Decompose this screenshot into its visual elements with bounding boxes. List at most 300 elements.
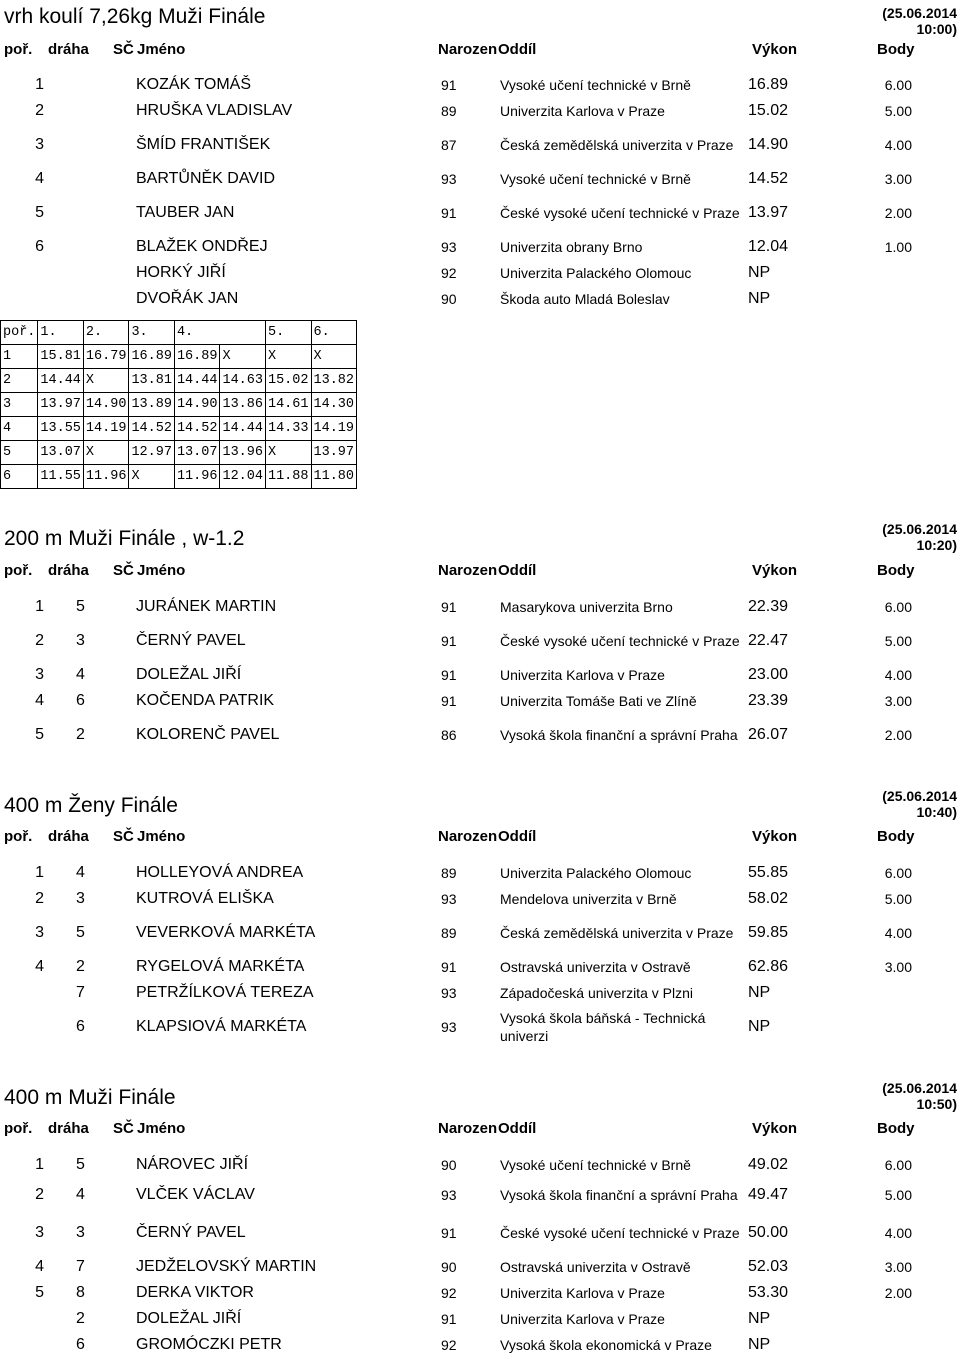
rank: 2 (35, 890, 44, 907)
column-header-vykon: Výkon (752, 1120, 798, 1137)
performance: 14.52 (748, 170, 789, 187)
event-title: 400 m Muži Finále (4, 1086, 176, 1109)
lane: 4 (76, 1186, 85, 1203)
attempts-rank-cell: 4 (1, 417, 38, 441)
attempt-cell: 13.07 (174, 441, 220, 465)
performance: 49.47 (748, 1186, 789, 1203)
column-header-row (0, 828, 960, 846)
attempts-header-cell: 3. (129, 321, 175, 345)
performance: 52.03 (748, 1258, 789, 1275)
result-row (0, 620, 960, 662)
attempts-rank-cell: 2 (1, 369, 38, 393)
column-header-row (0, 1120, 960, 1138)
club-name: Vysoká škola ekonomická v Praze (500, 1337, 712, 1353)
birth-year: 93 (441, 985, 457, 1001)
performance: 15.02 (748, 102, 789, 119)
rank: 5 (35, 1284, 44, 1301)
performance: 23.00 (748, 666, 789, 683)
lane (76, 260, 90, 286)
lane: 7 (76, 984, 85, 1001)
athlete-name: NÁROVEC JIŘÍ (136, 1156, 249, 1173)
points: 3.00 (884, 1259, 912, 1275)
points: 4.00 (884, 925, 912, 941)
birth-year: 91 (441, 205, 457, 221)
performance: 12.04 (748, 238, 789, 255)
club-name: Vysoká škola finanční a správní Praha (500, 1187, 738, 1203)
birth-year: 87 (441, 137, 457, 153)
rank: 3 (35, 136, 44, 153)
athlete-name: ČERNÝ PAVEL (136, 1224, 246, 1241)
column-header-por: poř. (4, 1120, 33, 1137)
rank: 3 (35, 1224, 44, 1241)
event-title: 400 m Ženy Finále (4, 794, 178, 817)
column-header-oddil: Oddíl (498, 562, 537, 579)
lane (76, 234, 90, 260)
event-datetime (837, 1080, 957, 1112)
result-row (0, 286, 960, 312)
attempt-cell: 14.52 (129, 417, 175, 441)
attempt-cell: X (83, 441, 129, 465)
attempts-rank-cell: 1 (1, 345, 38, 369)
column-header-draha: dráha (48, 562, 89, 579)
rank: 1 (35, 864, 44, 881)
athlete-name: KOČENDA PATRIK (136, 692, 275, 709)
result-row (0, 594, 960, 620)
lane: 5 (76, 1156, 85, 1173)
performance: 50.00 (748, 1224, 789, 1241)
rank: 5 (35, 726, 44, 743)
attempt-cell: 14.19 (83, 417, 129, 441)
points: 4.00 (884, 137, 912, 153)
column-header-narozen: Narozen (438, 41, 498, 58)
column-header-sc: SČ (113, 562, 134, 579)
column-header-body: Body (877, 828, 915, 845)
lane: 5 (76, 924, 85, 941)
column-header-por: poř. (4, 562, 33, 579)
performance: 14.90 (748, 136, 789, 153)
athlete-name: BLAŽEK ONDŘEJ (136, 238, 268, 255)
lane: 5 (76, 598, 85, 615)
birth-year: 91 (441, 693, 457, 709)
attempts-row (1, 417, 357, 441)
attempt-cell: 13.97 (311, 441, 357, 465)
rank: 1 (35, 598, 44, 615)
rank: 4 (35, 170, 44, 187)
attempt-cell: 13.86 (220, 393, 266, 417)
attempt-cell: X (129, 465, 175, 489)
result-row (0, 1254, 960, 1280)
athlete-name: TAUBER JAN (136, 204, 235, 221)
column-header-por: poř. (4, 828, 33, 845)
performance: 22.39 (748, 598, 789, 615)
attempt-cell: 14.44 (38, 369, 84, 393)
performance: 22.47 (748, 632, 789, 649)
column-header-body: Body (877, 41, 915, 58)
attempt-cell: 14.61 (265, 393, 311, 417)
club-name: Univerzita Karlova v Praze (500, 1311, 665, 1327)
performance: NP (748, 1018, 771, 1035)
result-row (0, 192, 960, 234)
attempt-cell: 16.79 (83, 345, 129, 369)
column-header-jmeno: Jméno (137, 41, 186, 58)
athlete-name: ŠMÍD FRANTIŠEK (136, 136, 271, 153)
result-row (0, 1152, 960, 1178)
athlete-name: GROMÓCZKI PETR (136, 1336, 282, 1353)
result-row (0, 98, 960, 124)
club-name: Česká zemědělská univerzita v Praze (500, 137, 734, 153)
club-name: České vysoké učení technické v Praze (500, 633, 740, 649)
attempt-cell: 11.80 (311, 465, 357, 489)
club-name: Ostravská univerzita v Ostravě (500, 959, 691, 975)
performance: 13.97 (748, 204, 789, 221)
result-row (0, 860, 960, 886)
performance: NP (748, 290, 771, 307)
points: 3.00 (884, 693, 912, 709)
column-header-draha: dráha (48, 1120, 89, 1137)
lane: 6 (76, 692, 85, 709)
lane: 3 (76, 890, 85, 907)
column-header-oddil: Oddíl (498, 828, 537, 845)
lane: 3 (76, 1224, 85, 1241)
rank: 3 (35, 924, 44, 941)
event-title: vrh koulí 7,26kg Muži Finále (4, 5, 266, 28)
performance: 16.89 (748, 76, 789, 93)
result-row (0, 1306, 960, 1332)
result-row (0, 124, 960, 166)
points: 2.00 (884, 727, 912, 743)
event-date: (25.06.2014 (882, 788, 957, 804)
result-row (0, 1280, 960, 1306)
athlete-name: VLČEK VÁCLAV (136, 1186, 255, 1203)
attempt-cell: 14.44 (220, 417, 266, 441)
performance: 55.85 (748, 864, 789, 881)
performance: 58.02 (748, 890, 789, 907)
attempts-row (1, 345, 357, 369)
birth-year: 86 (441, 727, 457, 743)
attempt-cell: X (83, 369, 129, 393)
athlete-name: HOLLEYOVÁ ANDREA (136, 864, 304, 881)
lane (76, 192, 90, 234)
birth-year: 91 (441, 599, 457, 615)
attempt-cell: 15.81 (38, 345, 84, 369)
attempts-header-cell: 2. (83, 321, 129, 345)
points: 6.00 (884, 599, 912, 615)
result-row (0, 714, 960, 756)
column-header-narozen: Narozen (438, 1120, 498, 1137)
attempt-cell: 13.55 (38, 417, 84, 441)
birth-year: 93 (441, 171, 457, 187)
attempt-cell: X (265, 441, 311, 465)
column-header-narozen: Narozen (438, 828, 498, 845)
rank: 3 (35, 666, 44, 683)
athlete-name: HRUŠKA VLADISLAV (136, 102, 293, 119)
performance: 62.86 (748, 958, 789, 975)
birth-year: 91 (441, 1225, 457, 1241)
points: 2.00 (884, 205, 912, 221)
athlete-name: KOZÁK TOMÁŠ (136, 76, 251, 93)
attempts-table (0, 320, 357, 489)
result-row (0, 234, 960, 260)
attempt-cell: 16.89 (129, 345, 175, 369)
result-row (0, 980, 960, 1006)
event-title: 200 m Muži Finále , w-1.2 (4, 527, 245, 550)
attempts-rank-cell: 6 (1, 465, 38, 489)
column-header-vykon: Výkon (752, 41, 798, 58)
column-header-body: Body (877, 562, 915, 579)
points: 2.00 (884, 1285, 912, 1301)
event-date: (25.06.2014 (882, 5, 957, 21)
column-header-draha: dráha (48, 41, 89, 58)
results-list (0, 860, 960, 1048)
column-header-body: Body (877, 1120, 915, 1137)
result-row (0, 662, 960, 688)
column-header-oddil: Oddíl (498, 41, 537, 58)
points: 5.00 (884, 103, 912, 119)
attempts-header-row (1, 321, 357, 345)
result-row (0, 1332, 960, 1358)
column-header-vykon: Výkon (752, 828, 798, 845)
performance: 49.02 (748, 1156, 789, 1173)
birth-year: 92 (441, 1337, 457, 1353)
attempt-cell: X (220, 345, 266, 369)
result-row (0, 1178, 960, 1212)
event-time: 10:40) (916, 804, 957, 820)
column-header-row (0, 562, 960, 580)
rank (0, 980, 44, 1006)
birth-year: 93 (441, 1019, 457, 1035)
column-header-narozen: Narozen (438, 562, 498, 579)
column-header-jmeno: Jméno (137, 562, 186, 579)
club-name: Masarykova univerzita Brno (500, 599, 673, 615)
rank: 4 (35, 958, 44, 975)
performance: 59.85 (748, 924, 789, 941)
birth-year: 91 (441, 667, 457, 683)
club-name: Ostravská univerzita v Ostravě (500, 1259, 691, 1275)
attempt-cell: 12.04 (220, 465, 266, 489)
birth-year: 89 (441, 865, 457, 881)
club-name: Univerzita Karlova v Praze (500, 1285, 665, 1301)
club-name: České vysoké učení technické v Praze (500, 205, 740, 221)
club-name: Vysoké učení technické v Brně (500, 1157, 691, 1173)
athlete-name: DOLEŽAL JIŘÍ (136, 1310, 242, 1327)
club-name: Vysoké učení technické v Brně (500, 77, 691, 93)
birth-year: 89 (441, 925, 457, 941)
club-name: Univerzita Tomáše Bati ve Zlíně (500, 693, 697, 709)
lane (76, 72, 90, 98)
athlete-name: JEDŽELOVSKÝ MARTIN (136, 1258, 317, 1275)
event-time: 10:00) (916, 21, 957, 37)
result-row (0, 954, 960, 980)
column-header-por: poř. (4, 41, 33, 58)
results-list (0, 72, 960, 312)
rank (0, 1006, 44, 1048)
column-header-draha: dráha (48, 828, 89, 845)
attempts-row (1, 369, 357, 393)
athlete-name: JURÁNEK MARTIN (136, 598, 277, 615)
attempt-cell: 15.02 (265, 369, 311, 393)
attempts-header-cell: 5. (265, 321, 311, 345)
lane: 4 (76, 666, 85, 683)
rank: 5 (35, 204, 44, 221)
performance: 23.39 (748, 692, 789, 709)
rank: 2 (35, 1186, 44, 1203)
result-row (0, 1212, 960, 1254)
athlete-name: DVOŘÁK JAN (136, 290, 239, 307)
points: 1.00 (884, 239, 912, 255)
lane: 4 (76, 864, 85, 881)
result-row (0, 260, 960, 286)
result-row (0, 886, 960, 912)
column-header-jmeno: Jméno (137, 1120, 186, 1137)
points: 4.00 (884, 667, 912, 683)
event-time: 10:50) (916, 1096, 957, 1112)
points (860, 1306, 912, 1332)
club-name: Česká zemědělská univerzita v Praze (500, 925, 734, 941)
attempt-cell: 14.30 (311, 393, 357, 417)
rank: 4 (35, 1258, 44, 1275)
rank: 1 (35, 1156, 44, 1173)
points (860, 980, 912, 1006)
points: 6.00 (884, 865, 912, 881)
attempt-cell: 11.96 (174, 465, 220, 489)
points: 3.00 (884, 959, 912, 975)
attempt-cell: 14.19 (311, 417, 357, 441)
performance: NP (748, 264, 771, 281)
event-datetime (837, 788, 957, 820)
points: 5.00 (884, 633, 912, 649)
club-name: Univerzita obrany Brno (500, 239, 643, 255)
club-name: Mendelova univerzita v Brně (500, 891, 677, 907)
attempt-cell: 14.52 (174, 417, 220, 441)
points: 4.00 (884, 1225, 912, 1241)
attempt-cell: 13.97 (38, 393, 84, 417)
rank: 2 (35, 632, 44, 649)
lane: 2 (76, 1310, 85, 1327)
birth-year: 90 (441, 1259, 457, 1275)
result-row (0, 72, 960, 98)
club-name: Škoda auto Mladá Boleslav (500, 291, 670, 307)
column-header-jmeno: Jméno (137, 828, 186, 845)
attempts-header-cell: 6. (311, 321, 357, 345)
column-header-vykon: Výkon (752, 562, 798, 579)
rank (0, 1306, 44, 1332)
attempt-cell: 13.96 (220, 441, 266, 465)
club-name: Vysoká škola finanční a správní Praha (500, 727, 738, 743)
attempt-cell: 16.89 (174, 345, 220, 369)
result-row (0, 688, 960, 714)
performance: NP (748, 1310, 771, 1327)
rank: 6 (35, 238, 44, 255)
lane: 8 (76, 1284, 85, 1301)
attempts-rank-cell: 3 (1, 393, 38, 417)
lane (76, 98, 90, 124)
points (860, 1006, 912, 1048)
lane (76, 166, 90, 192)
attempt-cell: 14.90 (83, 393, 129, 417)
results-list (0, 594, 960, 756)
points: 5.00 (884, 891, 912, 907)
rank (0, 1332, 44, 1358)
athlete-name: HORKÝ JIŘÍ (136, 264, 226, 281)
club-name: Univerzita Palackého Olomouc (500, 265, 692, 281)
points: 6.00 (884, 1157, 912, 1173)
attempt-cell: 13.89 (129, 393, 175, 417)
attempt-cell: 14.44 (174, 369, 220, 393)
athlete-name: DERKA VIKTOR (136, 1284, 254, 1301)
birth-year: 93 (441, 1187, 457, 1203)
event-date: (25.06.2014 (882, 1080, 957, 1096)
athlete-name: ČERNÝ PAVEL (136, 632, 246, 649)
club-name: Vysoké učení technické v Brně (500, 171, 691, 187)
column-header-row (0, 41, 960, 59)
athlete-name: KUTROVÁ ELIŠKA (136, 890, 274, 907)
athlete-name: KLAPSIOVÁ MARKÉTA (136, 1018, 307, 1035)
attempt-cell: 14.63 (220, 369, 266, 393)
event-date: (25.06.2014 (882, 521, 957, 537)
rank (0, 260, 44, 286)
attempts-rank-cell: 5 (1, 441, 38, 465)
attempts-header-cell: poř. (1, 321, 38, 345)
club-name: Vysoká škola báňská - Technická univerzi (500, 1010, 706, 1044)
birth-year: 91 (441, 77, 457, 93)
points (860, 260, 912, 286)
result-row (0, 1006, 960, 1048)
club-name: České vysoké učení technické v Praze (500, 1225, 740, 1241)
attempt-cell: 11.96 (83, 465, 129, 489)
points (860, 1332, 912, 1358)
attempt-cell: X (265, 345, 311, 369)
attempt-cell: 14.90 (174, 393, 220, 417)
attempt-cell: 13.82 (311, 369, 357, 393)
event-datetime (837, 5, 957, 37)
athlete-name: BARTŮNĚK DAVID (136, 170, 275, 187)
column-header-sc: SČ (113, 41, 134, 58)
attempts-row (1, 465, 357, 489)
points: 6.00 (884, 77, 912, 93)
results-list (0, 1152, 960, 1358)
birth-year: 91 (441, 1311, 457, 1327)
rank (0, 286, 44, 312)
performance: 26.07 (748, 726, 789, 743)
club-name: Univerzita Palackého Olomouc (500, 865, 692, 881)
column-header-sc: SČ (113, 828, 134, 845)
birth-year: 90 (441, 1157, 457, 1173)
birth-year: 92 (441, 1285, 457, 1301)
attempts-header-cell: 4. (174, 321, 265, 345)
attempts-row (1, 441, 357, 465)
athlete-name: DOLEŽAL JIŘÍ (136, 666, 242, 683)
athlete-name: PETRŽÍLKOVÁ TEREZA (136, 984, 314, 1001)
lane: 2 (76, 726, 85, 743)
lane: 3 (76, 632, 85, 649)
birth-year: 93 (441, 891, 457, 907)
club-name: Západočeská univerzita v Plzni (500, 985, 693, 1001)
lane: 6 (76, 1018, 85, 1035)
result-row (0, 166, 960, 192)
rank: 1 (35, 76, 44, 93)
attempt-cell: 13.81 (129, 369, 175, 393)
attempt-cell: 11.88 (265, 465, 311, 489)
event-time: 10:20) (916, 537, 957, 553)
lane: 2 (76, 958, 85, 975)
birth-year: 92 (441, 265, 457, 281)
performance: 53.30 (748, 1284, 789, 1301)
event-datetime (837, 521, 957, 553)
column-header-sc: SČ (113, 1120, 134, 1137)
attempts-header-cell: 1. (38, 321, 84, 345)
attempt-cell: 11.55 (38, 465, 84, 489)
birth-year: 93 (441, 239, 457, 255)
